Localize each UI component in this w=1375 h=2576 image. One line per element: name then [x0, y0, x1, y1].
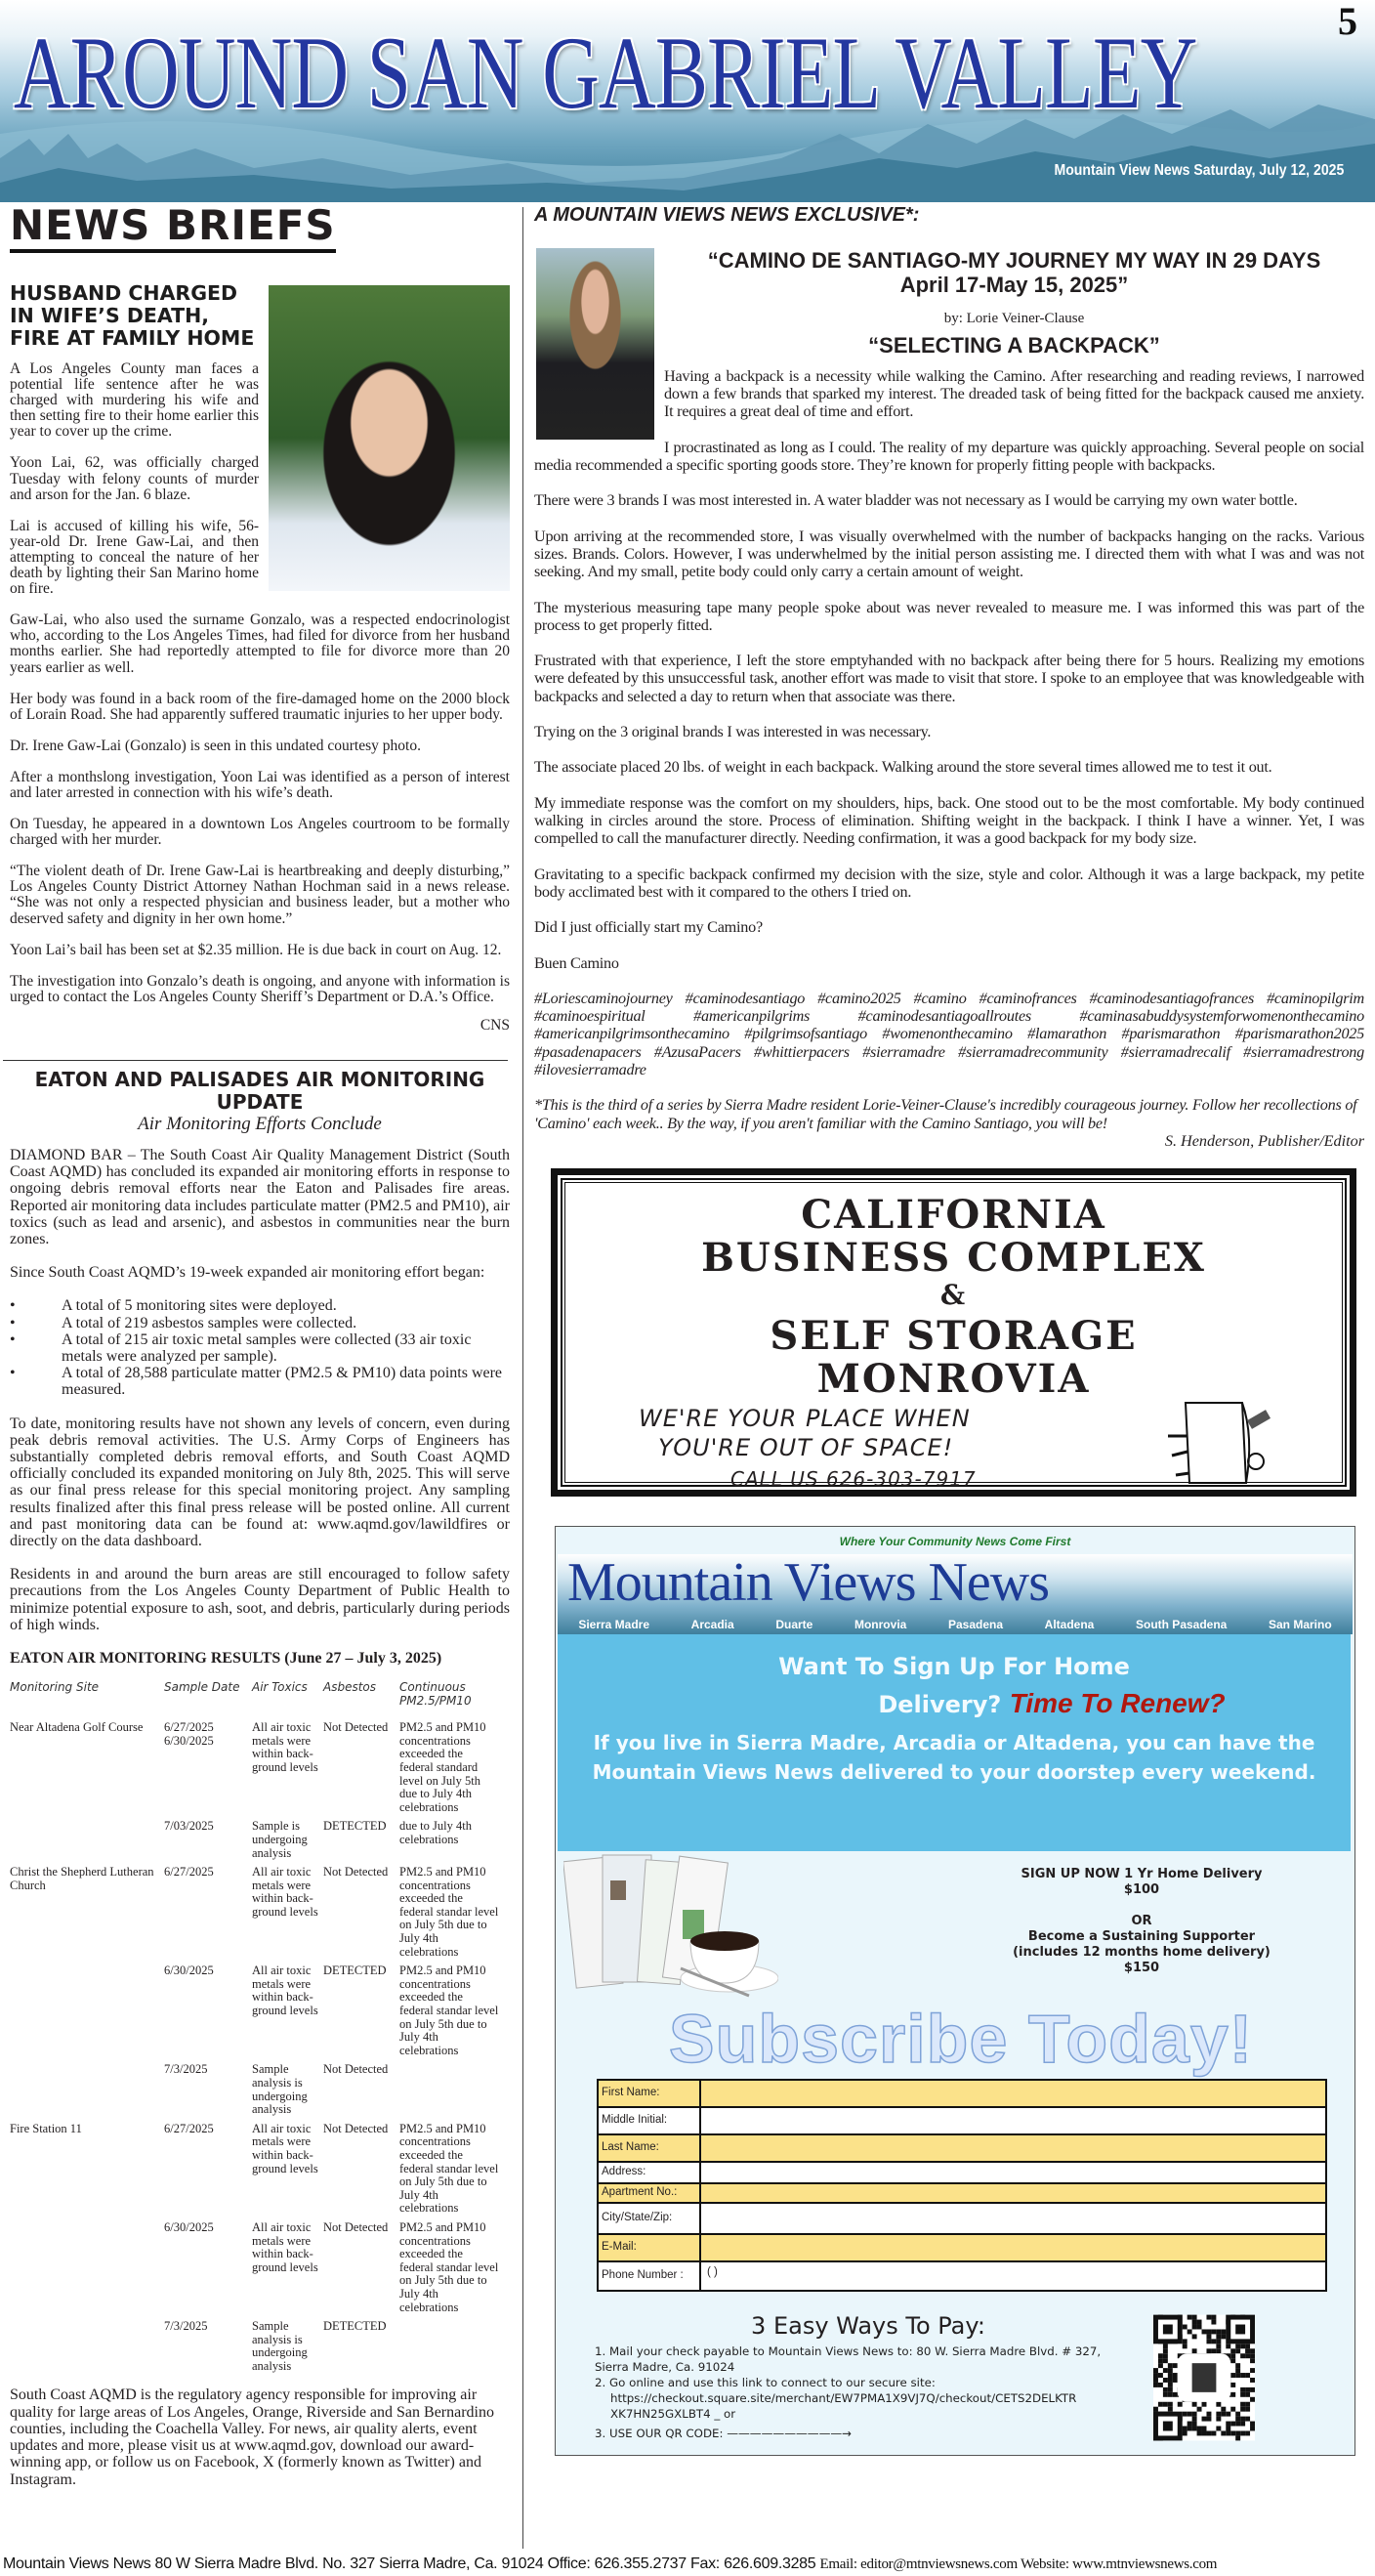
- ad-headline: MONROVIA: [816, 1355, 1091, 1402]
- town: Monrovia: [854, 1617, 907, 1631]
- column-header: Sample Date: [164, 1679, 240, 1694]
- article-body: [10, 1147, 510, 1633]
- form-row: [599, 2184, 1325, 2204]
- article-kicker: A MOUNTAIN VIEWS NEWS EXCLUSIVE*:: [534, 204, 920, 226]
- payment-option: 2. Go online and use this link to connect to our secure site:: [595, 2375, 936, 2389]
- promo-line: Delivery?: [878, 1690, 1002, 1718]
- offer-or: OR: [1131, 1913, 1152, 1928]
- form-label: E-Mail:: [599, 2235, 701, 2260]
- table-row: [10, 1721, 503, 1814]
- table-cell: Sample analysis is undergoing analysis: [252, 2319, 308, 2373]
- table-cell: 6/27/2025: [164, 1865, 214, 1879]
- ad-headline: BUSINESS COMPLEX: [701, 1234, 1206, 1281]
- payment-options: [595, 2344, 1122, 2441]
- table-cell: Not Detected: [323, 2219, 389, 2234]
- ad-phone: CALL US 626-303-7917: [730, 1466, 977, 1491]
- subscription-offer: [956, 1867, 1327, 1976]
- table-row: [10, 1964, 503, 2057]
- offer-line: SIGN UP NOW 1 Yr Home Delivery: [1021, 1866, 1263, 1881]
- promo-panel: [558, 1634, 1351, 1851]
- bullet-item: • A total of 28,588 particulate matter (PM2.5 & PM10) data points were measured.: [10, 1365, 510, 1398]
- form-field[interactable]: [701, 2108, 1325, 2133]
- table-cell: Sample is undergoing analysis: [252, 1819, 308, 1860]
- paragraph: The investigation into Gonzalo’s death is ongoing, and anyone with information is urged to contact the Los Angeles County Sheriff’s Department or D.A.’s Office.: [10, 972, 510, 1005]
- ad-headline: &: [939, 1278, 968, 1311]
- column-divider: [522, 207, 523, 2549]
- form-row: [599, 2135, 1325, 2163]
- footer-contact: Email: editor@mtnviewsnews.com Website: www.mtnviewsnews.com: [819, 2556, 1218, 2572]
- offer-line: (includes 12 months home delivery): [1013, 1944, 1271, 1960]
- table-cell: All air toxic metals were within back-ground levels: [252, 2219, 318, 2274]
- payment-or: _ or: [714, 2406, 736, 2421]
- form-row: [599, 2204, 1325, 2235]
- table-cell: DETECTED: [323, 2319, 387, 2334]
- paragraph: To date, monitoring results have not shown any levels of concern, even during peak debris removal activities. The U.S. Army Corps of Engineers has substantially completed debris removal efforts, and South Coast AQMD officially concluded its expanded monitoring on July 8th, 2025. This will serve as our final press release for this special monitoring project. Any sampling results finalized after this final press release will be posted online. All current and past monitoring data can be found at: www.aqmd.gov/lawildfires or directly on the data dashboard.: [10, 1415, 510, 1549]
- table-cell: due to July 4th celebrations: [399, 1819, 472, 1846]
- payment-heading: 3 Easy Ways To Pay:: [751, 2311, 985, 2340]
- table-row: [10, 2063, 503, 2116]
- town: Duarte: [775, 1617, 813, 1631]
- promo-line: Want To Sign Up For Home: [778, 1652, 1130, 1680]
- ad-headline: SELF STORAGE: [770, 1312, 1138, 1359]
- town: Arcadia: [690, 1617, 734, 1631]
- offer-line: Become a Sustaining Supporter: [1027, 1928, 1256, 1944]
- form-label: Last Name:: [599, 2135, 701, 2161]
- paragraph: The mysterious measuring tape many people spoke about was never revealed to measure me. I was informed this was part of the process to get properly fitted.: [534, 598, 1364, 634]
- paragraph: I procrastinated as long as I could. The reality of my departure was quickly approaching. Several people on social media recommended a specific sporting goods store. They’re known for properly fitting people with backpacks.: [534, 438, 1364, 474]
- paragraph: Frustrated with that experience, I left the store emptyhanded with no backpack after being there for 5 hours. Realizing my emotions were defeated by this unsuccessful task, another effort was made to visit that store. I spoke to an employee that was knowledgeable with backpacks and selected a day to return when that associate was there.: [534, 652, 1364, 705]
- promo-headline: [558, 1648, 1351, 1723]
- bullet-item: • A total of 219 asbestos samples were collected.: [10, 1315, 510, 1331]
- table-cell: PM2.5 and PM10 concentrations exceeded the federal standar level on July 5th due to July 4th celebrations: [399, 1865, 499, 1959]
- table-cell: [10, 2063, 164, 2116]
- headline-line: April 17-May 15, 2025”: [899, 273, 1129, 297]
- table-cell: All air toxic metals were within back-ground levels: [252, 2121, 318, 2175]
- issue-dateline: Mountain View News Saturday, July 12, 2025: [1054, 162, 1344, 179]
- form-field[interactable]: [701, 2204, 1325, 2233]
- table-row: [10, 2221, 503, 2314]
- ad-slogan: WE'RE YOUR PLACE WHEN: [639, 1404, 971, 1432]
- left-column: [10, 202, 510, 2488]
- town: Altadena: [1044, 1617, 1095, 1631]
- table-cell: Christ the Shepherd Lutheran Church: [10, 1865, 154, 1892]
- promo-message: If you live in Sierra Madre, Arcadia or Altadena, you can have the Mountain Views News delivered to your doorstep every weekend.: [592, 1730, 1316, 1784]
- paragraph: Residents in and around the burn areas are still encouraged to follow safety precautions from the Los Angeles County Department of Public Health to minimize potential exposure to ash, soot, and debris, particularly during periods of high winds.: [10, 1566, 510, 1633]
- article-headline: HUSBAND CHARGED IN WIFE’S DEATH, FIRE AT FAMILY HOME: [10, 281, 255, 350]
- ad-headline: CALIFORNIA: [801, 1191, 1106, 1238]
- article-body: [534, 367, 1364, 1078]
- column-header: Continuous PM2.5/PM10: [399, 1679, 472, 1708]
- table-cell: Sample analysis is undergoing analysis: [252, 2062, 308, 2117]
- table-cell: All air toxic metals were within back-ground levels: [252, 1720, 318, 1774]
- form-label: Apartment No.:: [599, 2184, 701, 2202]
- paragraph: A Los Angeles County man faces a potential life sentence after he was charged with murdering his wife and then setting fire to their home earlier this year to cover up the crime.: [10, 360, 259, 441]
- footer-address: Mountain Views News 80 W Sierra Madre Blvd. No. 327 Sierra Madre, Ca. 91024 Office: 626.355.2737 Fax: 626.609.3285: [3, 2555, 816, 2572]
- paragraph: Having a backpack is a necessity while walking the Camino. After researching and reading reviews, I narrowed down a few brands that sparked my interest. The dreaded task of being fitted for the backpack caused me anxiety. It requires a great deal of time and effort.: [664, 367, 1364, 421]
- table-cell: 6/27/2025: [164, 2121, 214, 2135]
- form-field[interactable]: [701, 2235, 1325, 2260]
- table-row: [10, 2320, 503, 2373]
- author-photo: [536, 248, 654, 440]
- paragraph: Lai is accused of killing his wife, 56-year-old Dr. Irene Gaw-Lai, and then attempting to conceal the nature of her death by lighting their San Marino home on fire.: [10, 517, 259, 598]
- column-header: Asbestos: [323, 1679, 377, 1694]
- divider: [3, 1060, 508, 1061]
- article-subheadline: “SELECTING A BACKPACK”: [868, 333, 1160, 358]
- subscription-form: [597, 2079, 1327, 2292]
- table-cell: Not Detected: [323, 1865, 389, 1879]
- payment-option: 3. USE OUR QR CODE: ——————————→: [595, 2426, 853, 2440]
- paragraph: Buen Camino: [534, 953, 619, 972]
- bullet-list: [10, 1297, 510, 1398]
- form-field[interactable]: [701, 2184, 1325, 2202]
- article-subheadline: Air Monitoring Efforts Conclude: [138, 1113, 382, 1134]
- table-cell: [10, 1964, 164, 2057]
- table-cell: PM2.5 and PM10 concentrations exceeded the federal standar level on July 5th due to July 4th celebrations: [399, 1964, 499, 2057]
- byline: by: Lorie Veiner-Clause: [943, 311, 1085, 326]
- paragraph: DIAMOND BAR – The South Coast Air Quality Management District (South Coast AQMD) has concluded its expanded air monitoring efforts in response to ongoing debris removal efforts near the Eaton and Palisades fire areas. Reported air monitoring data includes particulate matter (PM2.5 and PM10), air toxics (such as lead and arsenic), and asbestos in communities near the burn zones.: [10, 1146, 510, 1247]
- form-label: Phone Number :: [599, 2262, 701, 2290]
- headline-line: “CAMINO DE SANTIAGO-MY JOURNEY MY WAY IN 29 DAYS: [707, 248, 1321, 273]
- town: Sierra Madre: [578, 1617, 650, 1631]
- form-row: [599, 2163, 1325, 2184]
- table-cell: Not Detected: [323, 2062, 389, 2077]
- newspapers-and-coffee-illustration: [563, 1851, 778, 1998]
- table-cell: [10, 1820, 164, 1860]
- paragraph: Gaw-Lai, who also used the surname Gonzalo, was a respected endocrinologist who, according to the Los Angeles Times, had filed for divorce from her husband months earlier. She had reportedly attempted to file for divorce more than 20 years earlier as well.: [10, 612, 510, 676]
- form-label: City/State/Zip:: [599, 2204, 701, 2233]
- article-photo: [269, 285, 510, 591]
- form-row: [599, 2108, 1325, 2135]
- form-label: First Name:: [599, 2081, 701, 2106]
- monitoring-results-table: [10, 1681, 503, 2374]
- table-cell: 6/30/2025: [164, 2219, 214, 2234]
- article-body: [10, 612, 510, 1005]
- paragraph: Did I just officially start my Camino?: [534, 918, 763, 937]
- table-cell: All air toxic metals were within back-ground levels: [252, 1964, 318, 2018]
- paragraph: Yoon Lai’s bail has been set at $2.35 million. He is due back in court on Aug. 12.: [10, 941, 502, 958]
- paragraph: After a monthslong investigation, Yoon Lai was identified as a person of interest and later arrested in connection with his wife’s death.: [10, 768, 510, 801]
- paragraph: The associate placed 20 lbs. of weight in each backpack. Walking around the store several times allowed me to test it out.: [534, 758, 1272, 777]
- article-headline: [534, 248, 1364, 297]
- paragraph: “The violent death of Dr. Irene Gaw-Lai is heartbreaking and deeply disturbing,” Los Angeles County District Attorney Nathan Hochman said in a news release. “She was not only a respected physician and business leader, but a mother who deserved safety and dignity in her own home.”: [10, 863, 510, 927]
- paragraph: Upon arriving at the recommended store, I was visually overwhelmed with the number of backpacks hanging on the racks. Various sizes. Brands. Colors. However, I was underwhelmed by the initial person assisting me. I directed them with what I was and was not seeking. And my small, petite body could only carry a certain amount of weight.: [534, 527, 1364, 581]
- form-row: [599, 2262, 1325, 2290]
- newspaper-logo: Mountain Views News: [567, 1553, 1050, 1613]
- table-cell: PM2.5 and PM10 concentrations exceeded the federal standar level on July 5th due to July 4th celebrations: [399, 2121, 499, 2216]
- form-label: Address:: [599, 2163, 701, 2182]
- subscribe-headline: Subscribe Today!: [668, 2000, 1254, 2077]
- paragraph: Dr. Irene Gaw-Lai (Gonzalo) is seen in this undated courtesy photo.: [10, 737, 421, 754]
- newspaper-logo-banner: [558, 1554, 1353, 1634]
- table-row: [10, 1866, 503, 1959]
- article-headline: EATON AND PALISADES AIR MONITORING UPDATE: [34, 1067, 485, 1114]
- table-cell: [10, 2221, 164, 2314]
- table-cell: DETECTED: [323, 1819, 387, 1834]
- ad-slogan: YOU'RE OUT OF SPACE!: [658, 1433, 954, 1461]
- table-cell: 6/27/2025 6/30/2025: [164, 1720, 214, 1748]
- paragraph: My immediate response was the comfort on my shoulders, hips, back. One stood out to be the most comfortable. My body continued walking in circles around the store. Process of elimination. Shifting weight in the backpack. I think I have a winner. Yet, I was compelled to call the manufacturer directly. Needing confirmation, it was a good backpack for my body size.: [534, 793, 1364, 848]
- form-row: [599, 2081, 1325, 2108]
- bullet-item: • A total of 5 monitoring sites were deployed.: [10, 1297, 510, 1314]
- paragraph: Since South Coast AQMD’s 19-week expanded air monitoring effort began:: [10, 1264, 485, 1282]
- paragraph: On Tuesday, he appeared in a downtown Los Angeles courtroom to be formally charged with her murder.: [10, 816, 510, 849]
- table-cell: [399, 2320, 503, 2373]
- price: $150: [1123, 1960, 1160, 1975]
- table-cell: 7/03/2025: [164, 1819, 214, 1834]
- table-cell: Not Detected: [323, 2121, 389, 2135]
- table-cell: 7/3/2025: [164, 2319, 208, 2334]
- column-header: Monitoring Site: [10, 1679, 100, 1694]
- bullet-item: • A total of 215 air toxic metal samples were collected (33 air toxic metals were analyzed per sample).: [10, 1331, 510, 1365]
- ad-tagline: Where Your Community News Come First: [839, 1534, 1071, 1548]
- subscription-advertisement: [555, 1526, 1355, 2456]
- table-cell: Not Detected: [323, 1720, 389, 1735]
- table-cell: [10, 2320, 164, 2373]
- form-field[interactable]: [701, 2163, 1325, 2182]
- storage-door-illustration: [1166, 1397, 1275, 1487]
- section-masthead-title: AROUND SAN GABRIEL VALLEY: [14, 16, 1197, 130]
- right-column: [534, 201, 1364, 2456]
- table-cell: 6/30/2025: [164, 1964, 214, 1978]
- editor-signature: S. Henderson, Publisher/Editor: [1164, 1132, 1364, 1151]
- form-field[interactable]: [701, 2081, 1325, 2106]
- renew-callout: Time To Renew?: [1009, 1687, 1226, 1718]
- page-footer: [3, 2555, 1375, 2574]
- table-cell: All air toxic metals were within back-ground levels: [252, 1865, 318, 1919]
- form-field[interactable]: [701, 2135, 1325, 2161]
- table-cell: DETECTED: [323, 1964, 387, 1978]
- table-cell: Fire Station 11: [10, 2121, 82, 2135]
- table-cell: Near Altadena Golf Course: [10, 1720, 144, 1735]
- table-cell: 7/3/2025: [164, 2062, 208, 2077]
- paragraph: There were 3 brands I was most interested in. A water bladder was not necessary as I would be carrying my own water bottle.: [534, 491, 1298, 510]
- paragraph: Her body was found in a back room of the fire-damaged home on the 2000 block of Lorain Road. She had apparently suffered traumatic injuries to her upper body.: [10, 690, 510, 723]
- town: South Pasadena: [1135, 1617, 1228, 1631]
- table-header: [10, 1681, 503, 1708]
- section-title: NEWS BRIEFS: [10, 202, 336, 253]
- paragraph: Trying on the 3 original brands I was interested in was necessary.: [534, 722, 932, 740]
- form-field[interactable]: ( ): [707, 2265, 718, 2278]
- table-row: [10, 2123, 503, 2216]
- paragraph: Gravitating to a specific backpack confirmed my decision with the size, style and color. Although it was a large backpack, my petite body acclimated best with it compared to the others I tried on.: [534, 865, 1364, 901]
- hashtags: #Loriescaminojourney #caminodesantiago #camino2025 #camino #caminofrances #caminodesantiagofrances #caminopilgrim #caminoespiritual #americanpilgrims #caminodesantiagoallroutes #caminasabuddysystemforwomenonthecamino #americanpilgrimsonthecamino #pilgrimsofsantiago #womenonthecamino #lamarathon #parismarathon #parismarathon2025 #pasadenapacers #AzusaPacers #whittierpacers #sierramadre #sierramadrecommunity #sierramadrecalif #sierramadrestrong #ilovesierramadre: [534, 989, 1364, 1078]
- paragraph: Yoon Lai, 62, was officially charged Tuesday with felony counts of murder and arson for the Jan. 6 blaze.: [10, 454, 259, 503]
- price: $100: [1123, 1881, 1160, 1897]
- table-cell: PM2.5 and PM10 concentrations exceeded the federal standar level on July 5th due to July 4th celebrations: [399, 2219, 499, 2314]
- form-row: [599, 2235, 1325, 2262]
- town: Pasadena: [947, 1617, 1004, 1631]
- town-list: [558, 1618, 1353, 1631]
- table-cell: [399, 2063, 503, 2116]
- payment-option: 1. Mail your check payable to Mountain Views News to: 80 W. Sierra Madre Blvd. # 327, Sierra Madre, Ca. 91024: [595, 2344, 1102, 2374]
- payment-link[interactable]: https://checkout.square.site/merchant/EW7PMA1X9VJ7Q/checkout/CETS2DELKTRXK7HN25GXLBT4: [610, 2390, 1077, 2421]
- form-label: Middle Initial:: [599, 2108, 701, 2133]
- editor-note: *This is the third of a series by Sierra Madre resident Lorie-Veiner-Clause's incredibly courageous journey. Follow her recollections of 'Camino' each week.. By the way, if you aren't familiar with the Camino Santiago, you will be!: [534, 1096, 1357, 1132]
- masthead-banner: [0, 0, 1375, 202]
- storage-advertisement: [551, 1168, 1356, 1497]
- qr-code[interactable]: [1153, 2314, 1255, 2441]
- table-title: EATON AIR MONITORING RESULTS (June 27 – July 3, 2025): [10, 1649, 442, 1667]
- article-closing-paragraph: South Coast AQMD is the regulatory agency responsible for improving air quality for large areas of Los Angeles, Orange, Riverside and San Bernardino counties, including the Coachella Valley. For news, air quality alerts, event updates and more, please visit us at www.aqmd.gov, download our award-winning app, or follow us on Facebook, X (formerly known as Twitter) and Instagram.: [10, 2386, 494, 2488]
- page-number: 5: [1338, 0, 1357, 43]
- table-cell: PM2.5 and PM10 concentrations exceeded the federal standard level on July 5th due to July 4th celebrations: [399, 1720, 486, 1814]
- town: San Marino: [1268, 1617, 1332, 1631]
- column-header: Air Toxics: [252, 1679, 308, 1694]
- article-credit: CNS: [479, 1016, 510, 1034]
- table-row: [10, 1820, 503, 1860]
